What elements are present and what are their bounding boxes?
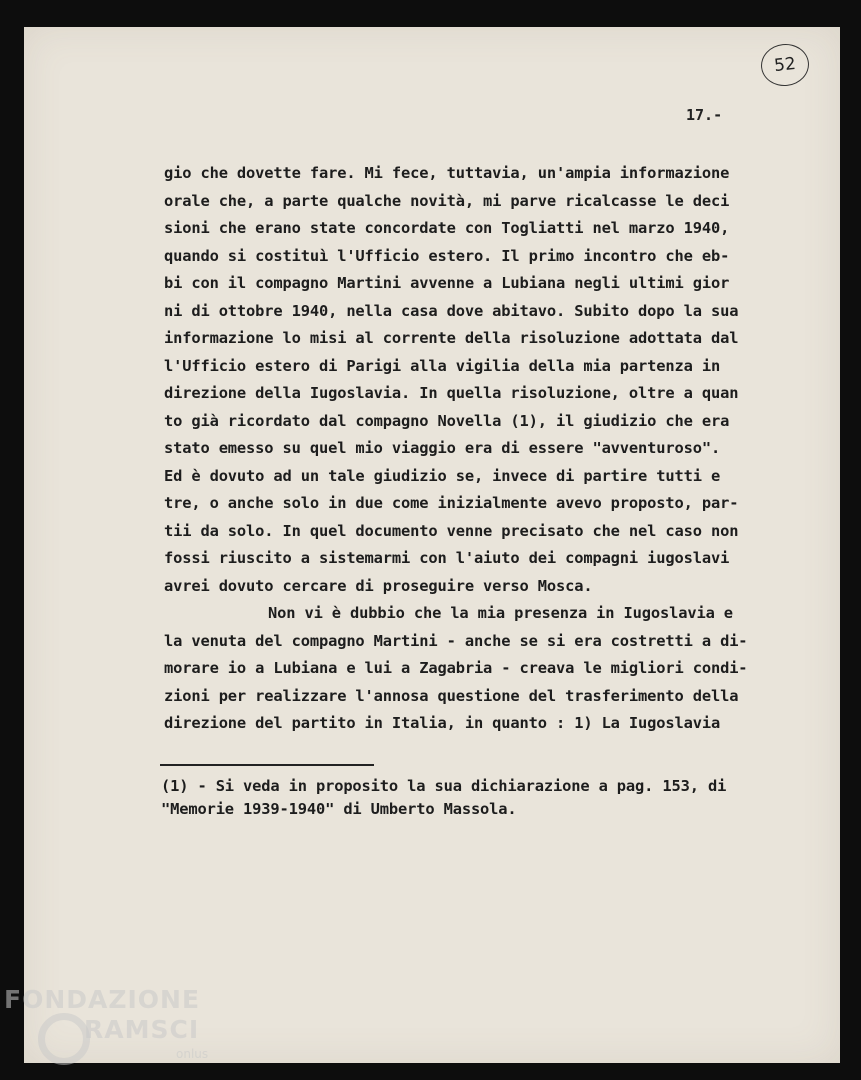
text-line: ni di ottobre 1940, nella casa dove abitavo. Subito dopo la sua	[164, 301, 739, 320]
footnote-line: (1) - Si veda in proposito la sua dichiarazione a pag. 153, di	[161, 777, 727, 795]
text-line: direzione della Iugoslavia. In quella risoluzione, oltre a quan	[164, 384, 739, 402]
watermark-onlus: onlus	[176, 1047, 209, 1061]
page-number: 17.-	[686, 106, 723, 124]
text-line: tre, o anche solo in due come inizialmente avevo proposto, par-	[164, 494, 739, 512]
text-line: Ed è dovuto ad un tale giudizio se, invece di partire tutti e	[164, 466, 721, 485]
text-line: avrei dovuto cercare di proseguire verso Mosca.	[164, 576, 593, 595]
archive-stamp: 52	[759, 42, 811, 89]
text-line: quando si costituì l'Ufficio estero. Il primo incontro che eb-	[164, 246, 730, 265]
text-line: orale che, a parte qualche novità, mi parve ricalcasse le deci	[164, 191, 730, 210]
body-text	[164, 160, 784, 738]
footnote-line: "Memorie 1939-1940" di Umberto Massola.	[161, 800, 517, 818]
text-line: fossi riuscito a sistemarmi con l'aiuto dei compagni iugoslavi	[164, 549, 730, 567]
text-line: to già ricordato dal compagno Novella (1), il giudizio che era	[164, 411, 730, 430]
text-line: tii da solo. In quel documento venne precisato che nel caso non	[164, 521, 739, 540]
watermark-line1: FONDAZIONE	[4, 985, 201, 1014]
footnote	[161, 775, 781, 821]
text-line: morare io a Lubiana e lui a Zagabria - creava le migliori condi-	[164, 659, 748, 677]
watermark-logo	[4, 985, 224, 1080]
text-line: informazione lo misi al corrente della risoluzione adottata dal	[164, 329, 739, 347]
text-line: bi con il compagno Martini avvenne a Lubiana negli ultimi gior	[164, 274, 730, 292]
text-line: Non vi è dubbio che la mia presenza in Iugoslavia e	[268, 604, 733, 622]
text-line: la venuta del compagno Martini - anche se si era costretti a di-	[164, 631, 748, 650]
text-line: gio che dovette fare. Mi fece, tuttavia, un'ampia informazione	[164, 164, 730, 182]
watermark-line2: RAMSCI	[84, 1015, 200, 1044]
text-line: sioni che erano state concordate con Togliatti nel marzo 1940,	[164, 219, 730, 237]
text-line: zioni per realizzare l'annosa questione del trasferimento della	[164, 686, 739, 705]
text-line: direzione del partito in Italia, in quanto : 1) La Iugoslavia	[164, 714, 721, 732]
text-line: l'Ufficio estero di Parigi alla vigilia della mia partenza in	[164, 356, 721, 375]
text-line: stato emesso su quel mio viaggio era di essere "avventuroso".	[164, 439, 721, 457]
watermark-g-icon	[38, 1013, 90, 1065]
footnote-divider	[160, 764, 374, 766]
